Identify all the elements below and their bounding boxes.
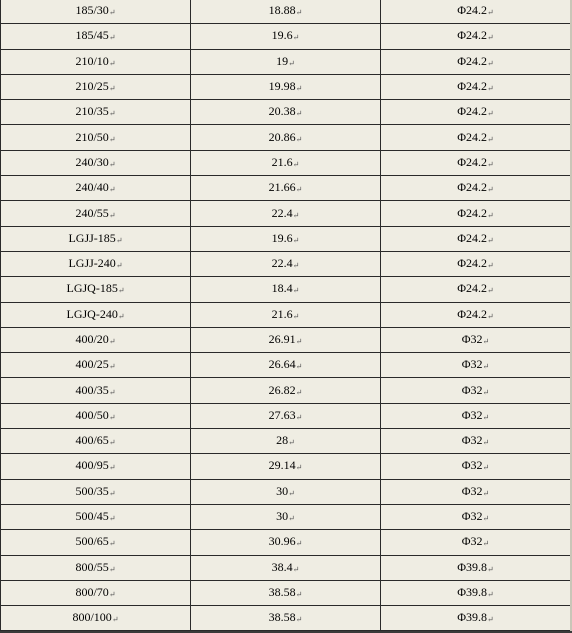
paragraph-return-icon: ↵	[295, 412, 303, 422]
model-cell	[1, 403, 191, 428]
paragraph-return-icon: ↵	[115, 261, 123, 271]
paragraph-return-icon: ↵	[482, 514, 490, 524]
paragraph-return-icon: ↵	[482, 463, 490, 473]
paragraph-return-icon: ↵	[487, 210, 494, 220]
diameter-cell	[191, 24, 381, 49]
cell-text: 500/35	[75, 483, 109, 498]
cell-text: Φ32	[461, 458, 483, 473]
cell-text: 19	[276, 53, 289, 68]
table-row	[1, 201, 571, 226]
paragraph-return-icon: ↵	[482, 337, 490, 346]
diameter-cell	[191, 277, 381, 302]
cell-text: 30	[276, 483, 289, 498]
cell-text: 26.91	[268, 332, 296, 346]
paragraph-return-icon: ↵	[295, 615, 303, 625]
model-cell	[1, 0, 191, 24]
diameter-cell	[191, 606, 381, 631]
fitting-cell	[381, 454, 571, 479]
cell-text: Φ24.2	[457, 306, 488, 321]
table-row	[1, 150, 571, 175]
table-row	[1, 403, 571, 428]
diameter-cell	[191, 0, 381, 24]
model-cell	[1, 353, 191, 378]
fitting-cell	[381, 530, 571, 555]
table-row	[1, 479, 571, 504]
table-row	[1, 226, 571, 251]
model-cell	[1, 49, 191, 74]
diameter-cell	[191, 353, 381, 378]
fitting-cell	[381, 277, 571, 302]
diameter-cell	[191, 479, 381, 504]
fitting-cell	[381, 353, 571, 378]
cell-text: Φ39.8	[457, 584, 488, 599]
paragraph-return-icon: ↵	[115, 235, 123, 245]
model-cell	[1, 378, 191, 403]
model-cell	[1, 277, 191, 302]
model-cell	[1, 479, 191, 504]
paragraph-return-icon: ↵	[482, 387, 490, 397]
cell-text: Φ24.2	[457, 3, 488, 18]
cell-text: 28	[276, 433, 289, 448]
cell-text: 38.4	[271, 559, 293, 574]
fitting-cell	[381, 100, 571, 125]
paragraph-return-icon: ↵	[108, 438, 116, 448]
fitting-cell	[381, 251, 571, 276]
paragraph-return-icon: ↵	[482, 488, 490, 498]
cell-text: Φ39.8	[457, 610, 488, 625]
cell-text: Φ24.2	[457, 256, 488, 271]
cell-text: 26.64	[268, 357, 296, 372]
diameter-cell	[191, 100, 381, 125]
paragraph-return-icon: ↵	[295, 109, 303, 119]
model-cell	[1, 606, 191, 631]
paragraph-return-icon: ↵	[288, 58, 295, 68]
diameter-cell	[191, 150, 381, 175]
paragraph-return-icon: ↵	[108, 514, 116, 524]
paragraph-return-icon: ↵	[292, 159, 300, 169]
diameter-cell	[191, 49, 381, 74]
cell-text: LGJJ-240	[68, 256, 116, 271]
paragraph-return-icon: ↵	[108, 539, 116, 549]
cell-text: 400/95	[75, 458, 109, 473]
table-row	[1, 24, 571, 49]
fitting-cell	[381, 580, 571, 605]
cell-text: 30	[276, 509, 289, 524]
paragraph-return-icon: ↵	[292, 311, 300, 321]
cell-text: 19.6	[271, 230, 293, 245]
table-row	[1, 100, 571, 125]
cell-text: Φ39.8	[457, 559, 488, 574]
paragraph-return-icon: ↵	[292, 286, 300, 296]
cell-text: Φ24.2	[457, 154, 488, 169]
paragraph-return-icon: ↵	[487, 84, 494, 94]
cell-text: Φ32	[461, 357, 483, 372]
cell-text: Φ32	[461, 407, 483, 422]
model-cell	[1, 530, 191, 555]
cell-text: 26.82	[268, 382, 296, 397]
table-row	[1, 251, 571, 276]
paragraph-return-icon: ↵	[295, 134, 303, 144]
fitting-cell	[381, 125, 571, 150]
paragraph-return-icon: ↵	[108, 463, 116, 473]
cell-text: 800/70	[75, 584, 109, 599]
cell-text: 38.58	[268, 610, 296, 625]
paragraph-return-icon: ↵	[487, 134, 494, 144]
diameter-cell	[191, 125, 381, 150]
model-cell	[1, 150, 191, 175]
cell-text: 210/50	[75, 129, 109, 144]
table-row	[1, 176, 571, 201]
diameter-cell	[191, 454, 381, 479]
cell-text: 20.38	[268, 104, 296, 119]
paragraph-return-icon: ↵	[108, 362, 116, 372]
cell-text: 210/35	[75, 104, 109, 119]
cell-text: 500/45	[75, 509, 109, 524]
cell-text: 18.88	[268, 3, 296, 18]
fitting-cell	[381, 150, 571, 175]
paragraph-return-icon: ↵	[108, 109, 116, 119]
table-row	[1, 504, 571, 529]
diameter-cell	[191, 429, 381, 454]
fitting-cell	[381, 327, 571, 352]
paragraph-return-icon: ↵	[295, 539, 303, 549]
model-cell	[1, 74, 191, 99]
paragraph-return-icon: ↵	[295, 337, 303, 346]
fitting-cell	[381, 74, 571, 99]
model-cell	[1, 454, 191, 479]
diameter-cell	[191, 226, 381, 251]
fitting-cell	[381, 49, 571, 74]
cell-text: 800/100	[72, 610, 112, 625]
paragraph-return-icon: ↵	[487, 286, 494, 296]
cell-text: 19.6	[271, 28, 293, 43]
paragraph-return-icon: ↵	[487, 311, 494, 321]
cell-text: 240/55	[75, 205, 109, 220]
paragraph-return-icon: ↵	[108, 589, 116, 599]
paragraph-return-icon: ↵	[295, 463, 303, 473]
fitting-cell	[381, 606, 571, 631]
paragraph-return-icon: ↵	[108, 33, 116, 43]
cell-text: 21.6	[271, 154, 293, 169]
paragraph-return-icon: ↵	[108, 564, 116, 574]
model-cell	[1, 504, 191, 529]
cell-text: 400/25	[75, 357, 109, 372]
fitting-cell	[381, 429, 571, 454]
cell-text: LGJQ-185	[66, 281, 118, 296]
model-cell	[1, 201, 191, 226]
paragraph-return-icon: ↵	[108, 185, 116, 195]
table-row	[1, 353, 571, 378]
paragraph-return-icon: ↵	[487, 261, 494, 271]
model-cell	[1, 226, 191, 251]
paragraph-return-icon: ↵	[487, 33, 494, 43]
fitting-cell	[381, 226, 571, 251]
paragraph-return-icon: ↵	[292, 33, 300, 43]
paragraph-return-icon: ↵	[288, 438, 295, 448]
cell-text: 21.6	[271, 306, 293, 321]
cell-text: 18.4	[271, 281, 293, 296]
cell-text: Φ32	[461, 509, 483, 524]
cell-text: 29.14	[268, 458, 296, 473]
cell-text: 22.4	[271, 256, 293, 271]
fitting-cell	[381, 378, 571, 403]
model-cell	[1, 555, 191, 580]
cell-text: LGJQ-240	[66, 306, 118, 321]
paragraph-return-icon: ↵	[487, 58, 494, 68]
paragraph-return-icon: ↵	[487, 185, 494, 195]
table-row	[1, 74, 571, 99]
paragraph-return-icon: ↵	[482, 362, 490, 372]
diameter-cell	[191, 251, 381, 276]
cell-text: 400/50	[75, 407, 109, 422]
fitting-cell	[381, 201, 571, 226]
diameter-cell	[191, 378, 381, 403]
paragraph-return-icon: ↵	[108, 488, 116, 498]
cell-text: 240/40	[75, 180, 109, 195]
table-row	[1, 454, 571, 479]
model-cell	[1, 580, 191, 605]
paragraph-return-icon: ↵	[292, 235, 300, 245]
paragraph-return-icon: ↵	[108, 210, 116, 220]
paragraph-return-icon: ↵	[295, 362, 303, 372]
cell-text: 400/35	[75, 382, 109, 397]
paragraph-return-icon: ↵	[295, 387, 303, 397]
cell-text: Φ24.2	[457, 230, 488, 245]
paragraph-return-icon: ↵	[108, 134, 116, 144]
paragraph-return-icon: ↵	[108, 387, 116, 397]
model-cell	[1, 429, 191, 454]
paragraph-return-icon: ↵	[292, 210, 300, 220]
diameter-cell	[191, 403, 381, 428]
table-row	[1, 327, 571, 352]
cell-text: Φ32	[461, 433, 483, 448]
paragraph-return-icon: ↵	[482, 412, 490, 422]
paragraph-return-icon: ↵	[288, 488, 295, 498]
paragraph-return-icon: ↵	[108, 58, 116, 68]
paragraph-return-icon: ↵	[111, 615, 119, 625]
paragraph-return-icon: ↵	[292, 564, 300, 574]
paragraph-return-icon: ↵	[117, 311, 125, 321]
diameter-cell	[191, 530, 381, 555]
diameter-cell	[191, 555, 381, 580]
cell-text: Φ24.2	[457, 129, 488, 144]
model-cell	[1, 176, 191, 201]
paragraph-return-icon: ↵	[482, 438, 490, 448]
table-row	[1, 378, 571, 403]
table-row	[1, 580, 571, 605]
cell-text: 185/45	[75, 28, 109, 43]
model-cell	[1, 251, 191, 276]
cell-text: 210/10	[75, 53, 109, 68]
cell-text: 30.96	[268, 534, 296, 549]
paragraph-return-icon: ↵	[108, 337, 116, 346]
paragraph-return-icon: ↵	[295, 185, 303, 195]
paragraph-return-icon: ↵	[117, 286, 125, 296]
cell-text: Φ32	[461, 382, 483, 397]
table-row	[1, 302, 571, 327]
cell-text: Φ24.2	[457, 281, 488, 296]
cell-text: 800/55	[75, 559, 109, 574]
paragraph-return-icon: ↵	[482, 539, 490, 549]
model-cell	[1, 327, 191, 352]
paragraph-return-icon: ↵	[487, 235, 494, 245]
fitting-cell	[381, 24, 571, 49]
cell-text: 20.86	[268, 129, 296, 144]
diameter-cell	[191, 504, 381, 529]
table-row	[1, 530, 571, 555]
table-row	[1, 49, 571, 74]
spec-table-body	[1, 0, 571, 631]
cell-text: Φ24.2	[457, 53, 488, 68]
paragraph-return-icon: ↵	[108, 412, 116, 422]
model-cell	[1, 24, 191, 49]
cell-text: Φ32	[461, 483, 483, 498]
paragraph-return-icon: ↵	[295, 8, 303, 18]
cell-text: Φ32	[461, 332, 483, 346]
paragraph-return-icon: ↵	[487, 159, 494, 169]
model-cell	[1, 125, 191, 150]
table-row	[1, 125, 571, 150]
diameter-cell	[191, 327, 381, 352]
table-row	[1, 555, 571, 580]
cell-text: 210/25	[75, 79, 109, 94]
diameter-cell	[191, 580, 381, 605]
fitting-cell	[381, 0, 571, 24]
model-cell	[1, 302, 191, 327]
cell-text: 240/30	[75, 154, 109, 169]
cell-text: Φ24.2	[457, 205, 488, 220]
paragraph-return-icon: ↵	[487, 615, 494, 625]
fitting-cell	[381, 176, 571, 201]
fitting-cell	[381, 403, 571, 428]
paragraph-return-icon: ↵	[288, 514, 295, 524]
paragraph-return-icon: ↵	[108, 159, 116, 169]
diameter-cell	[191, 201, 381, 226]
fitting-cell	[381, 479, 571, 504]
table-row	[1, 277, 571, 302]
diameter-cell	[191, 74, 381, 99]
cell-text: Φ24.2	[457, 104, 488, 119]
cell-text: 185/30	[75, 3, 109, 18]
table-row	[1, 0, 571, 24]
fitting-cell	[381, 302, 571, 327]
cell-text: 22.4	[271, 205, 293, 220]
paragraph-return-icon: ↵	[487, 589, 494, 599]
cell-text: 38.58	[268, 584, 296, 599]
paragraph-return-icon: ↵	[487, 564, 494, 574]
paragraph-return-icon: ↵	[487, 8, 494, 18]
fitting-cell	[381, 504, 571, 529]
diameter-cell	[191, 176, 381, 201]
paragraph-return-icon: ↵	[108, 84, 116, 94]
cell-text: Φ24.2	[457, 28, 488, 43]
table-row	[1, 429, 571, 454]
paragraph-return-icon: ↵	[487, 109, 494, 119]
cell-text: 500/65	[75, 534, 109, 549]
paragraph-return-icon: ↵	[295, 84, 303, 94]
cell-text: 21.66	[268, 180, 296, 195]
table-row	[1, 606, 571, 631]
paragraph-return-icon: ↵	[292, 261, 300, 271]
model-cell	[1, 100, 191, 125]
paragraph-return-icon: ↵	[108, 8, 116, 18]
paragraph-return-icon: ↵	[295, 589, 303, 599]
fitting-cell	[381, 555, 571, 580]
cell-text: 19.98	[268, 79, 296, 94]
cell-text: LGJJ-185	[68, 230, 116, 245]
diameter-cell	[191, 302, 381, 327]
cell-text: Φ32	[461, 534, 483, 549]
cell-text: Φ24.2	[457, 180, 488, 195]
cell-text: Φ24.2	[457, 79, 488, 94]
cell-text: 400/20	[75, 332, 109, 346]
cell-text: 400/65	[75, 433, 109, 448]
cell-text: 27.63	[268, 407, 296, 422]
